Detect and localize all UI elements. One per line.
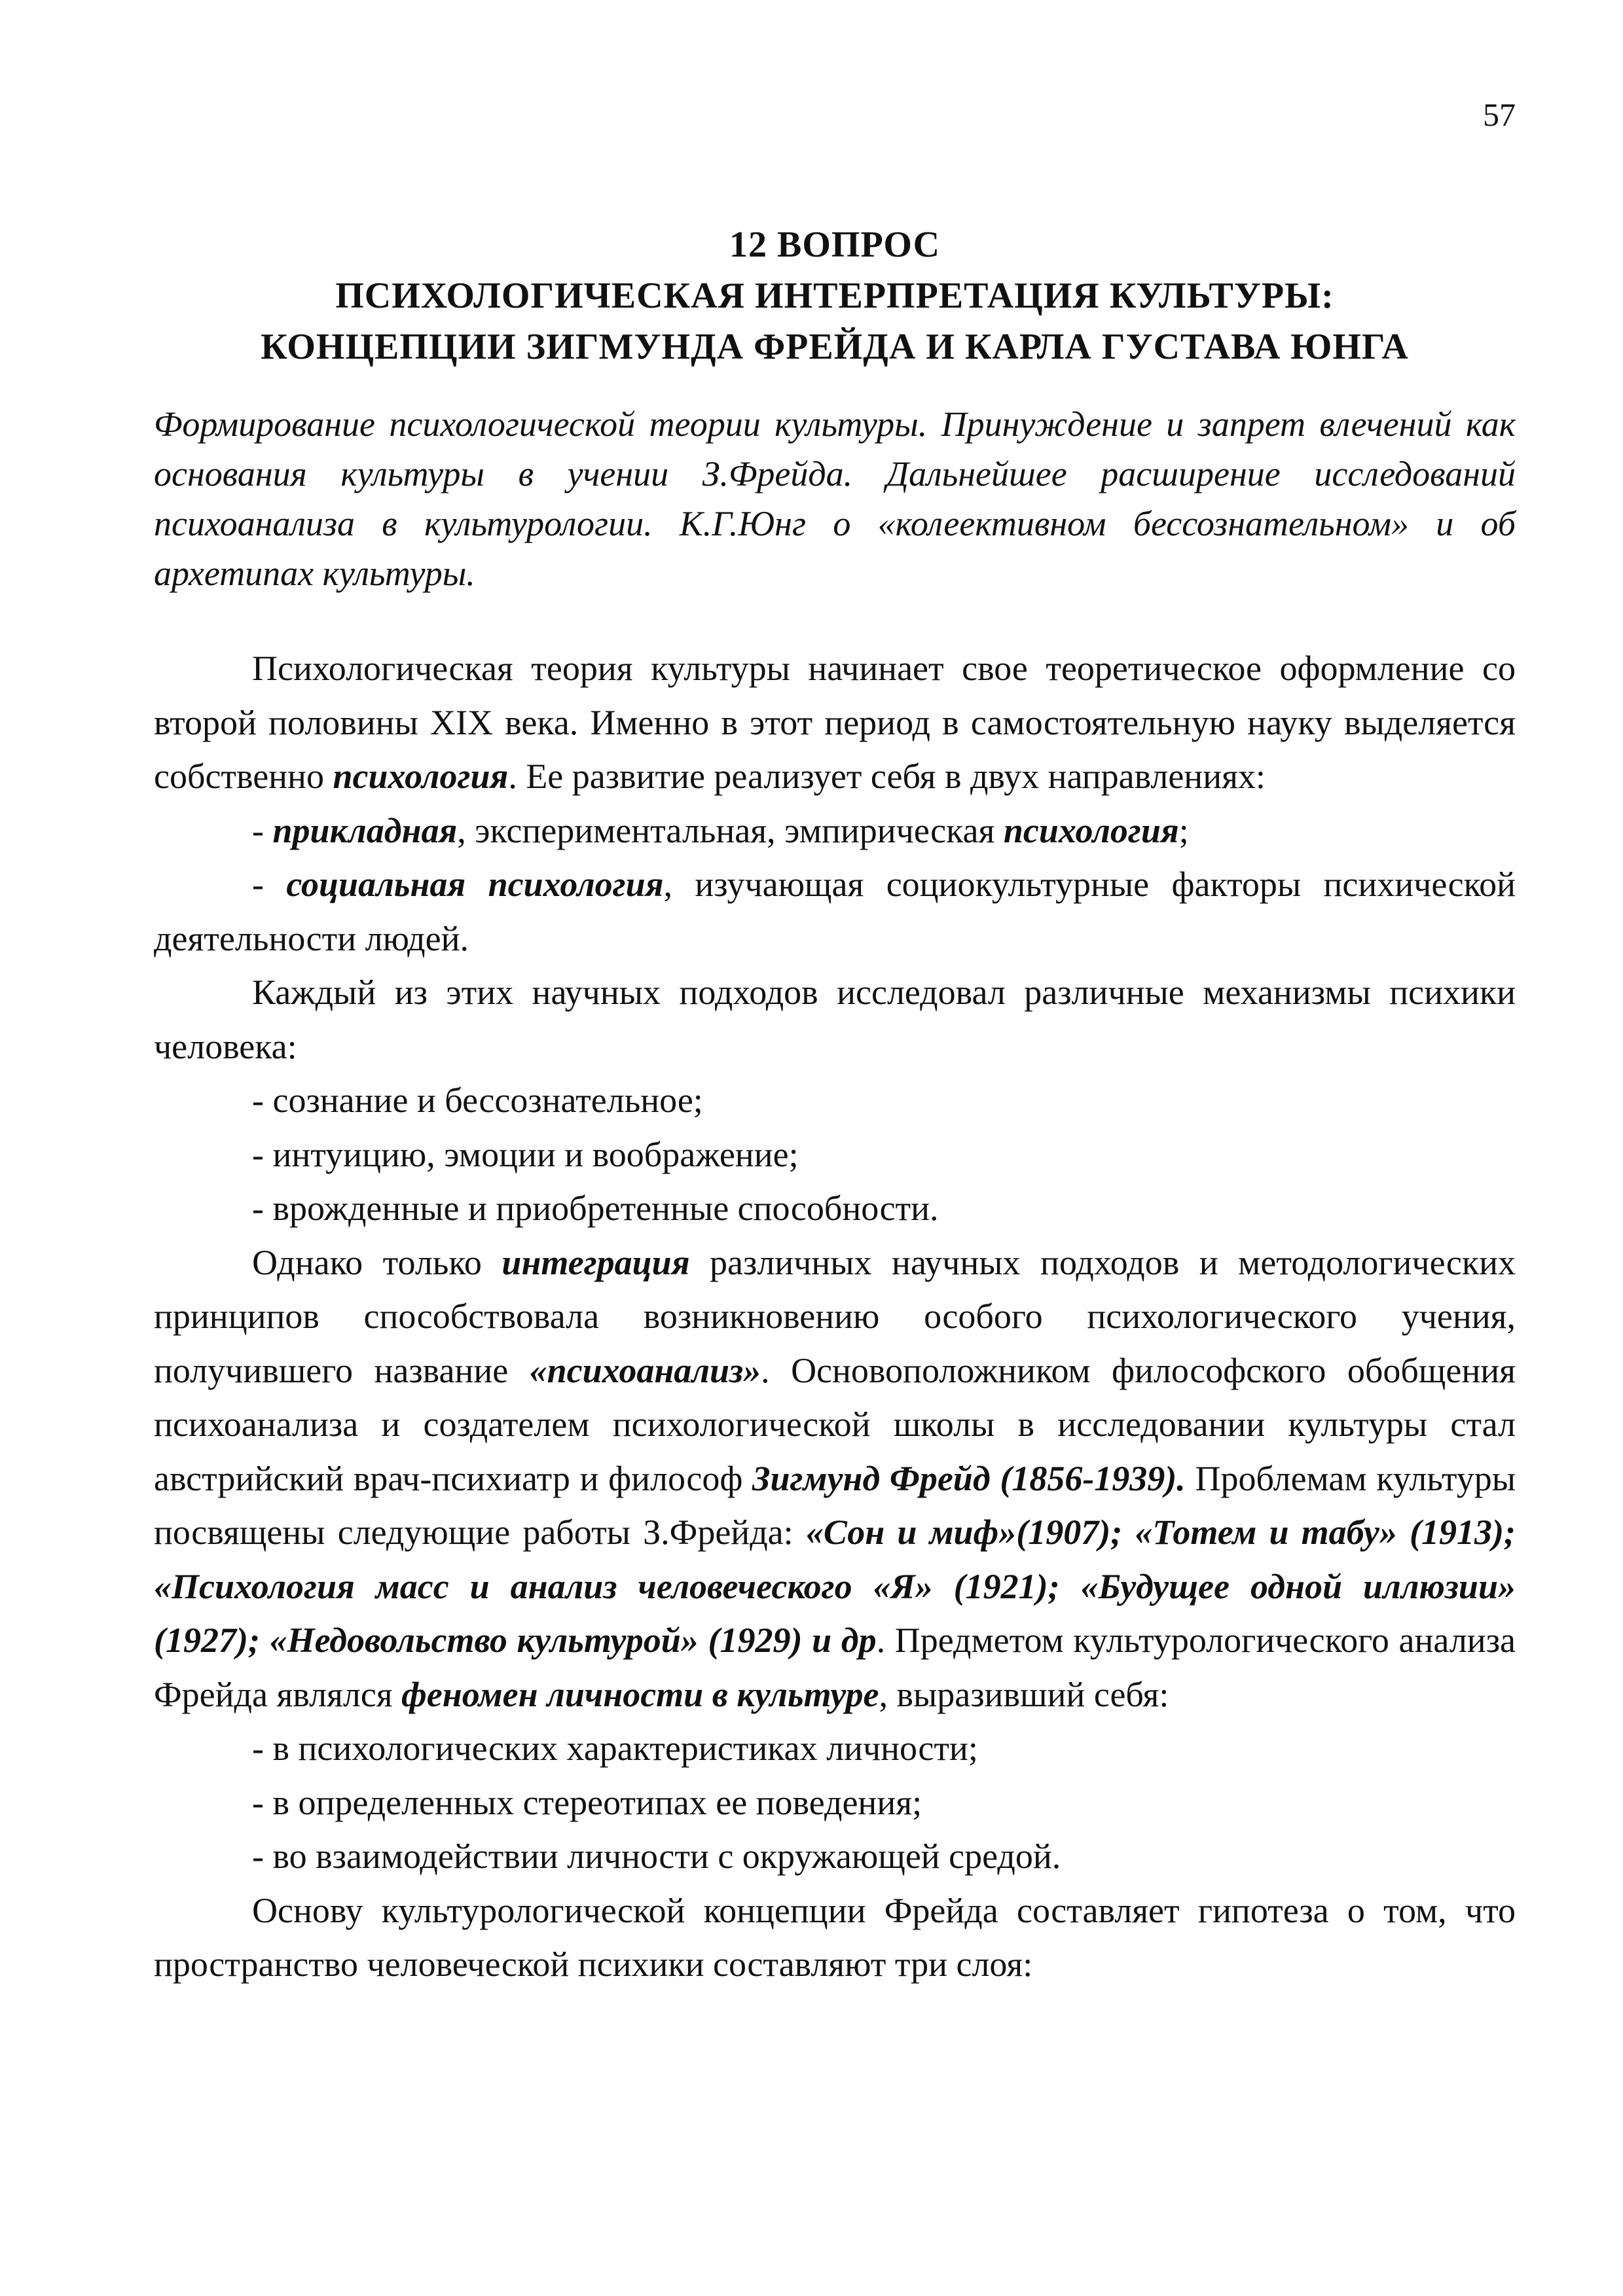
text-run: - <box>252 810 273 850</box>
list-item <box>154 857 1516 965</box>
chapter-summary: Формирование психологической теории культуры. Принуждение и запрет влечений как основания культуры в учении З.Фрейда. Дальнейшее расширение исследований психоанализа в культурологии. К.Г.Юнг о «колеективном бессознательном» и об архетипах культуры. <box>154 404 1516 593</box>
emphasis-term: психология <box>1003 810 1179 850</box>
list-item: - в психологических характеристиках личности; <box>252 1729 978 1768</box>
text-run: Проблемам культуры посвящены следующие работы З.Фрейда: <box>154 1458 1516 1552</box>
text-run: , экспериментальная, эмпирическая <box>457 810 1004 850</box>
text-run: , изучающая социокультурные факторы психической деятельности людей. <box>154 865 1516 958</box>
emphasis-term: социальная психология <box>286 865 664 904</box>
text-run: . Предметом культурологического анализа Фрейда являлся <box>154 1621 1516 1714</box>
text-run: , выразивший себя: <box>879 1674 1169 1714</box>
text-run: - <box>252 865 287 904</box>
paragraph-1 <box>154 641 1516 804</box>
emphasis-term: феномен личности в культуре <box>401 1674 879 1714</box>
emphasis-term: «психоанализ» <box>529 1350 761 1390</box>
body-text <box>154 641 1516 1992</box>
list-item <box>154 804 1516 858</box>
emphasis-term: «Сон и миф»(1907); «Тотем и табу» (1913); «Психология масс и анализ человеческого «Я» (1921); «Будущее одной иллюзии» (1927); «Недовольство культурой» (1929) и др <box>154 1513 1516 1660</box>
list-item: - интуицию, эмоции и воображение; <box>252 1134 799 1174</box>
list-item: - врожденные и приобретенные способности. <box>252 1189 939 1228</box>
page-number: 57 <box>1483 96 1516 133</box>
emphasis-term: Зигмунд Фрейд (1856-1939). <box>752 1458 1186 1498</box>
text-run: ; <box>1178 810 1189 850</box>
emphasis-term: интеграция <box>501 1242 690 1282</box>
list-item: - в определенных стереотипах ее поведения; <box>252 1782 922 1822</box>
emphasis-term: прикладная <box>272 810 458 850</box>
text-run: . Ее развитие реализует себя в двух направлениях: <box>508 757 1266 796</box>
paragraph-3 <box>154 1236 1516 1722</box>
text-run: Психологическая теория культуры начинает свое теоретическое оформление со второй половины XIX века. Именно в этот период в самостоятельную науку выделяется собственно <box>154 649 1516 796</box>
text-run: . Основоположником философского обобщения психоанализа и создателем психологической школы в исследовании культуры стал австрийский врач-психиатр и философ <box>154 1350 1516 1498</box>
heading-question-number: 12 ВОПРОС <box>729 224 941 265</box>
text-run: Однако только <box>252 1242 502 1282</box>
emphasis-term: психология <box>333 757 509 796</box>
heading-title-line1: ПСИХОЛОГИЧЕСКАЯ ИНТЕРПРЕТАЦИЯ КУЛЬТУРЫ: <box>335 276 1334 316</box>
chapter-heading <box>154 219 1516 372</box>
text-run: различных научных подходов и методологических принципов способствовала возникновению особого психологического учения, получившего название <box>154 1242 1516 1390</box>
paragraph-2: Каждый из этих научных подходов исследовал различные механизмы психики человека: <box>154 973 1516 1066</box>
heading-title-line2: КОНЦЕПЦИИ ЗИГМУНДА ФРЕЙДА И КАРЛА ГУСТАВА ЮНГА <box>261 327 1409 367</box>
paragraph-4: Основу культурологической концепции Фрейда составляет гипотеза о том, что пространство человеческой психики составляют три слоя: <box>154 1890 1516 1984</box>
list-item: - сознание и бессознательное; <box>252 1081 703 1120</box>
list-item: - во взаимодействии личности с окружающей средой. <box>252 1837 1061 1876</box>
